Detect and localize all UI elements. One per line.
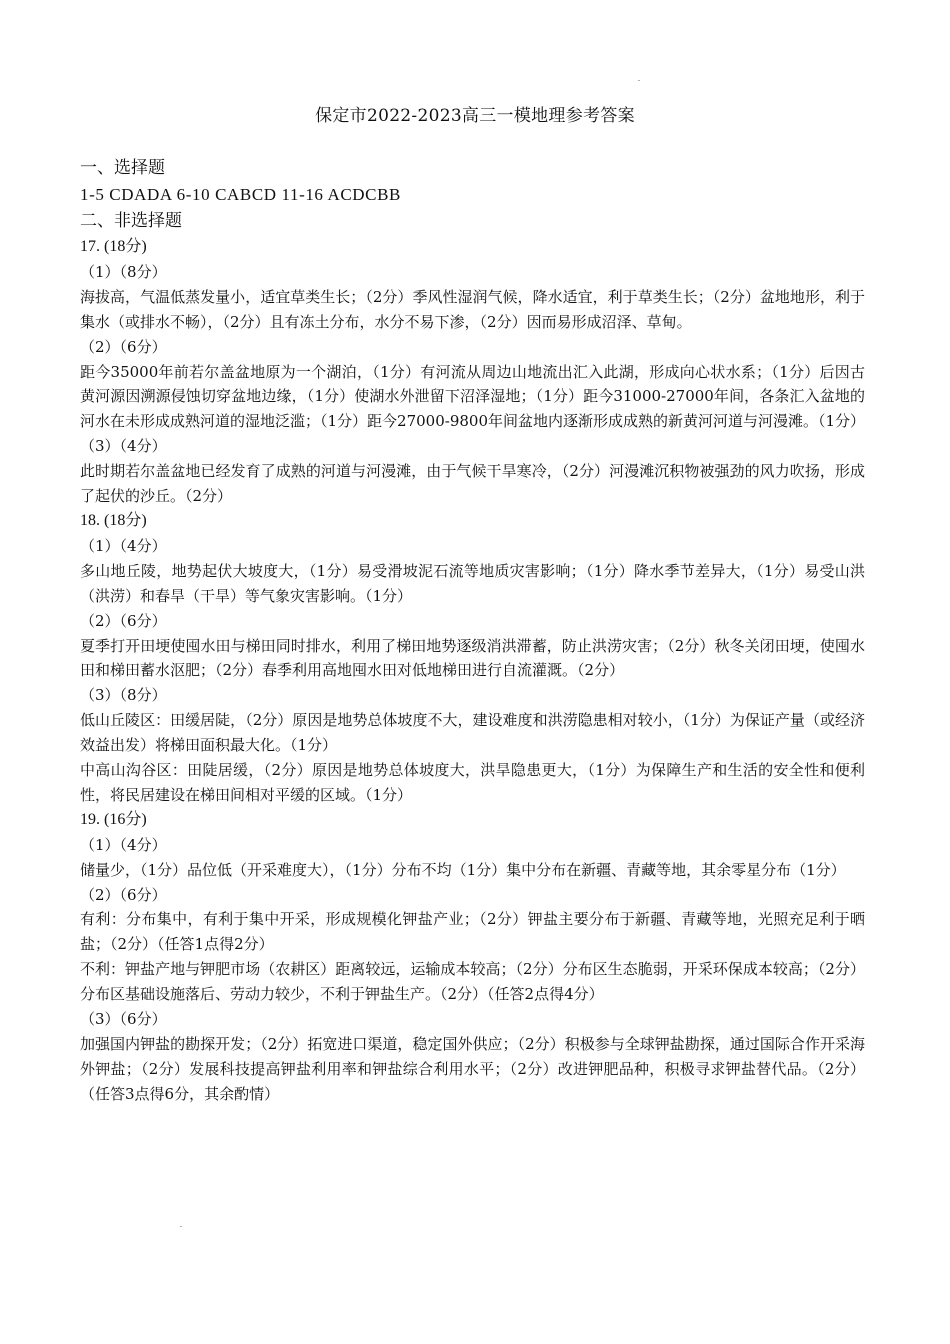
document-line: 多山地丘陵，地势起伏大坡度大，（1分）易受滑坡泥石流等地质灾害影响；（1分）降水季节差异大，（1分）易受山洪（洪涝）和春旱（干旱）等气象灾害影响。（1分） — [80, 561, 865, 605]
document-line: （1）（8分） — [80, 262, 167, 281]
document-line: 低山丘陵区：田缓居陡，（2分）原因是地势总体坡度不大，建设难度和洪涝隐患相对较小，（1分）为保证产量（或经济效益出发）将梯田面积最大化。（1分） — [80, 711, 865, 755]
document-line: 不利：钾盐产地与钾肥市场（农耕区）距离较远，运输成本较高；（2分）分布区生态脆弱，开采环保成本较高；（2分）分布区基础设施落后、劳动力较少，不利于钾盐生产。（2分）（任答2点得4分） — [80, 960, 865, 1004]
document-line: 17. (18分) — [80, 238, 147, 255]
document-line: 此时期若尔盖盆地已经发育了成熟的河道与河漫滩，由于气候干旱寒冷，（2分）河漫滩沉积物被强劲的风力吹扬，形成了起伏的沙丘。（2分） — [80, 462, 865, 506]
document-line: （3）（8分） — [80, 686, 167, 705]
document-line: （3）（4分） — [80, 437, 167, 456]
document-line: 加强国内钾盐的勘探开发；（2分）拓宽进口渠道，稳定国外供应；（2分）积极参与全球钾盐勘探，通过国际合作开采海外钾盐；（2分）发展科技提高钾盐利用率和钾盐综合利用水平；（2分）改进钾肥品种，积极寻求钾盐替代品。（2分）（任答3点得6分，其余酌情） — [80, 1035, 865, 1103]
document-line: 18. (18分) — [80, 511, 147, 529]
document-line: 海拔高，气温低蒸发量小，适宜草类生长；（2分）季风性湿润气候，降水适宜，利于草类生长；（2分）盆地地形，利于集水（或排水不畅），（2分）且有冻土分布，水分不易下渗，（2分）因而易形成沼泽、草甸。 — [80, 287, 865, 331]
document-title: 保定市2022-2023高三一模地理参考答案 — [315, 106, 635, 126]
document-line: （1）（4分） — [80, 536, 167, 555]
document-line: （2）（6分） — [80, 611, 167, 630]
scan-speck — [638, 80, 640, 81]
document-line: 储量少，（1分）品位低（开采难度大），（1分）分布不均（1分）集中分布在新疆、青藏等地，其余零星分布（1分） — [80, 860, 846, 879]
document-line: 有利：分布集中，有利于集中开采，形成规模化钾盐产业；（2分）钾盐主要分布于新疆、青藏等地，光照充足利于晒盐；（2分）（任答1点得2分） — [80, 910, 865, 954]
document-line: （2）（6分） — [80, 885, 167, 904]
document-line: （3）（6分） — [80, 1010, 167, 1029]
scan-speck — [180, 1226, 182, 1227]
document-line: 一、选择题 — [80, 158, 165, 178]
document-line: 1-5 CDADA 6-10 CABCD 11-16 ACDCBB — [80, 185, 401, 204]
document-line: （2）（6分） — [80, 337, 167, 356]
document-body — [80, 155, 865, 1107]
document-line: 19. (16分) — [80, 810, 147, 828]
document-line: 夏季打开田埂使囤水田与梯田同时排水，利用了梯田地势逐级消洪滞蓄，防止洪涝灾害；（2分）秋冬关闭田埂，使囤水田和梯田蓄水沤肥；（2分）春季利用高地囤水田对低地梯田进行自流灌溉。（2分） — [80, 636, 865, 680]
document-line: 距今35000年前若尔盖盆地原为一个湖泊，（1分）有河流从周边山地流出汇入此湖，形成向心状水系；（1分）后因古黄河源因溯源侵蚀切穿盆地边缘，（1分）使湖水外泄留下沼泽湿地；（1分）距今31000-27000年间，各条汇入盆地的河水在未形成成熟河道的湿地泛滥；（1分）距今27000-9800年间盆地内逐渐形成成熟的新黄河河道与河漫滩。（1分） — [80, 362, 866, 431]
document-line: 二、非选择题 — [80, 211, 182, 231]
document-line: 中高山沟谷区：田陡居缓，（2分）原因是地势总体坡度大，洪旱隐患更大，（1分）为保障生产和生活的安全性和便利性，将民居建设在梯田间相对平缓的区域。（1分） — [80, 761, 865, 804]
document-line: （1）（4分） — [80, 835, 167, 854]
